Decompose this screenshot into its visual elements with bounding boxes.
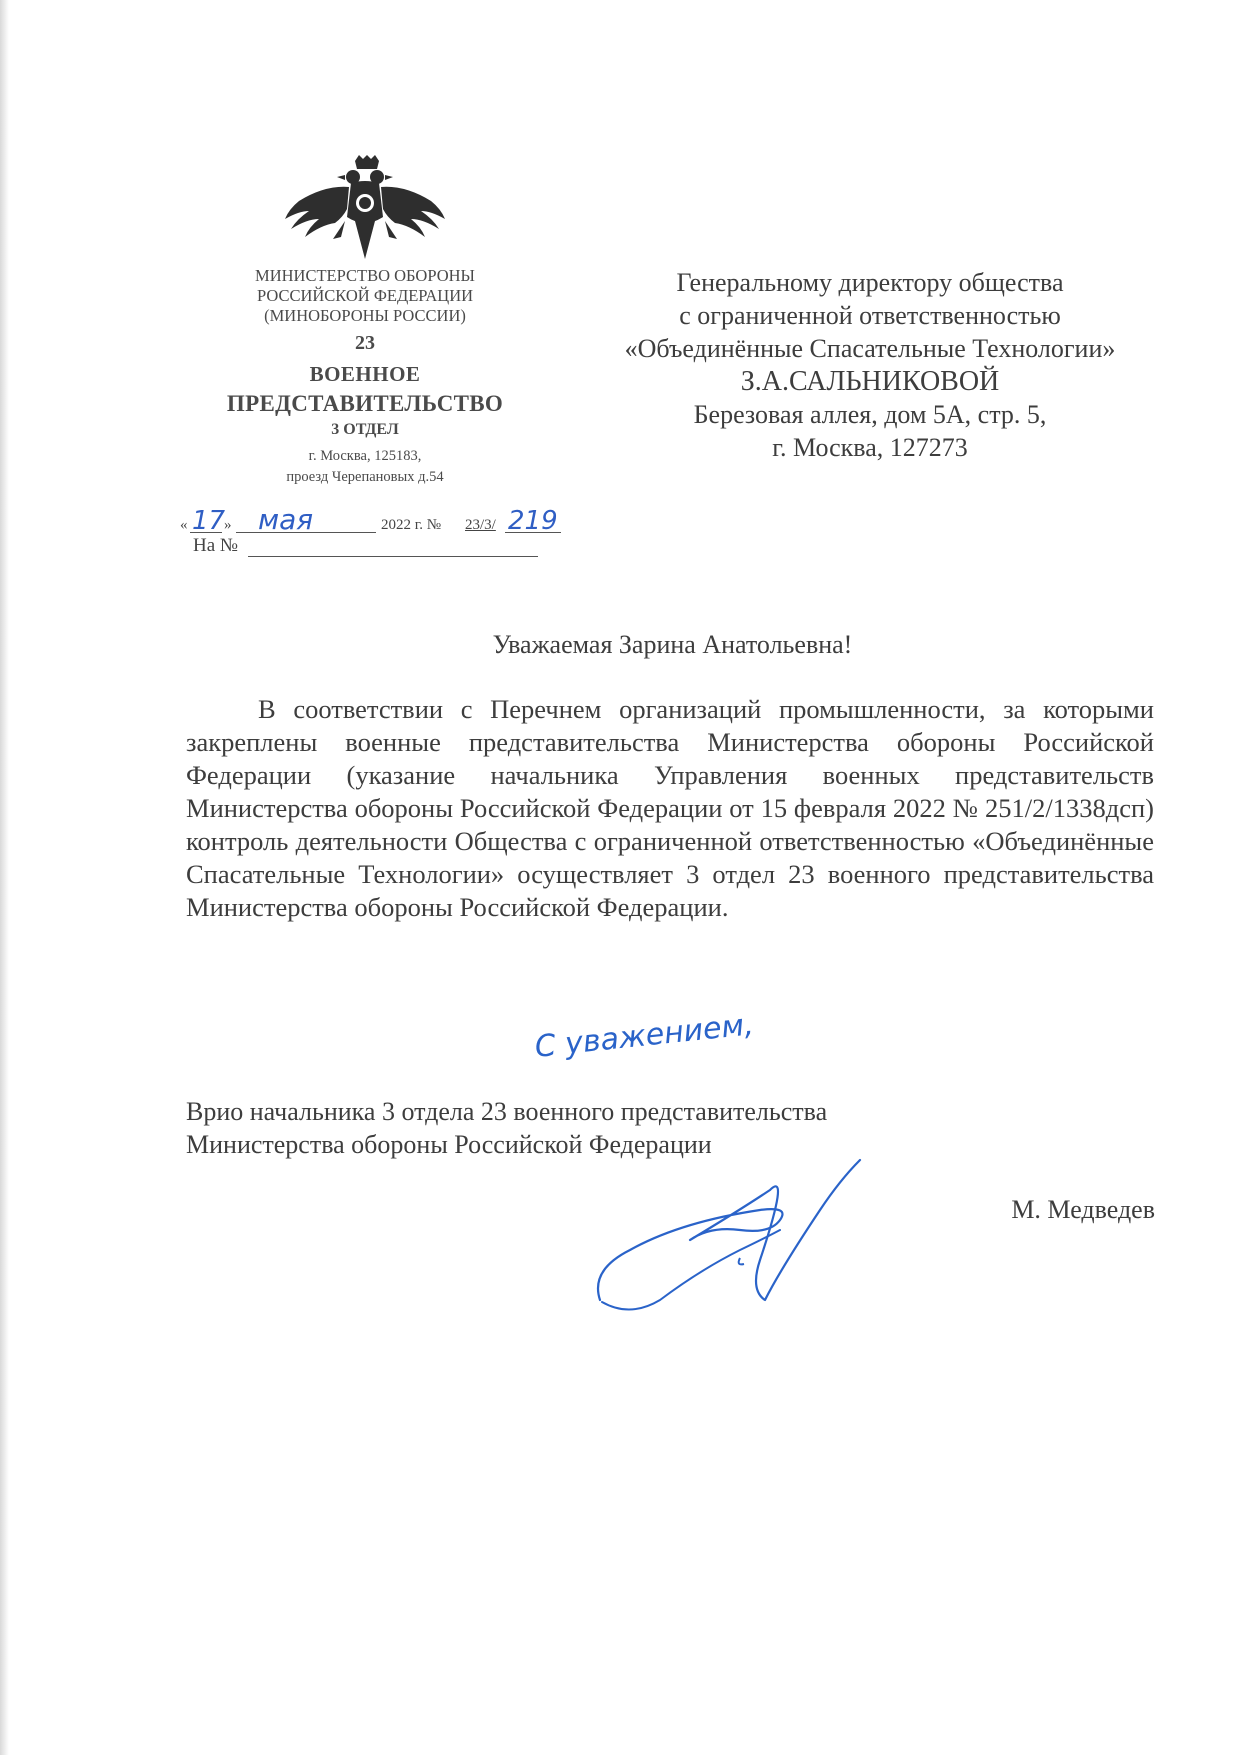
- outgoing-number-printed: 23/3/: [465, 517, 496, 533]
- recipient-line-3: «Объединённые Спасательные Технологии»: [624, 334, 1116, 363]
- greeting: Уважаемая Зарина Анатольевна!: [492, 630, 853, 659]
- sender-address: [200, 446, 530, 488]
- unit-line-2: ПРЕДСТАВИТЕЛЬСТВО: [226, 391, 504, 416]
- department-name: 3 ОТДЕЛ: [331, 421, 399, 438]
- ministry-line-1: МИНИСТЕРСТВО ОБОРОНЫ: [255, 266, 475, 285]
- month-underline: [236, 532, 376, 533]
- ministry-line-3: (МИНОБОРОНЫ РОССИИ): [264, 306, 466, 325]
- handwritten-day: 17: [192, 506, 226, 536]
- signer-name: М. Медведев: [1011, 1195, 1155, 1224]
- double-headed-eagle-emblem-icon: [285, 155, 445, 265]
- recipient-line-1: Генеральному директору общества: [676, 268, 1064, 297]
- handwritten-number: 219: [508, 506, 558, 536]
- unit-line-1: ВОЕННОЕ: [309, 362, 421, 386]
- year-number-label: 2022 г. №: [381, 517, 442, 533]
- number-underline: [505, 532, 561, 533]
- recipient-line-2: с ограниченной ответственностью: [679, 301, 1061, 330]
- scan-edge-shadow: [0, 0, 9, 1755]
- recipient-address-line-2: г. Москва, 127273: [772, 433, 968, 462]
- body-paragraph: В соответствии с Перечнем организаций промышленности, за которыми закреплены военные представительства Министерства обороны Российской Федерации (указание начальника Управления военных представительств Министерства обороны Российской Федерации от 15 февраля 2022 № 251/2/1338дсп) контроль деятельности Общества с ограниченной ответственностью «Объединённые Спасательные Технологии» осуществляет 3 отдел 23 военного представительства Министерства обороны Российской Федерации.: [186, 694, 1154, 922]
- signer-position-line-2: Министерства обороны Российской Федерации: [186, 1130, 712, 1159]
- ministry-name: [200, 266, 530, 326]
- reference-number-line: [193, 535, 238, 557]
- outgoing-date-number: [180, 503, 580, 538]
- reference-label: На №: [193, 535, 239, 556]
- recipient-name: З.А.САЛЬНИКОВОЙ: [740, 366, 1000, 397]
- quote-close: »: [224, 517, 232, 533]
- recipient-block: [585, 266, 1155, 464]
- ministry-line-2: РОССИЙСКОЙ ФЕДЕРАЦИИ: [256, 286, 474, 305]
- recipient-address-line-1: Березовая аллея, дом 5А, стр. 5,: [693, 400, 1047, 429]
- unit-number: 23: [355, 332, 375, 354]
- reference-underline: [248, 556, 538, 557]
- sender-address-line-2: проезд Черепановых д.54: [286, 469, 444, 485]
- sender-address-line-1: г. Москва, 125183,: [308, 448, 422, 464]
- day-underline: [190, 532, 222, 533]
- quote-open: «: [180, 517, 188, 533]
- handwritten-regards: С уважением,: [533, 1007, 756, 1065]
- handwritten-month: мая: [258, 503, 314, 536]
- signer-position-line-1: Врио начальника 3 отдела 23 военного представительства: [186, 1097, 828, 1126]
- handwritten-signature: [590, 1150, 890, 1320]
